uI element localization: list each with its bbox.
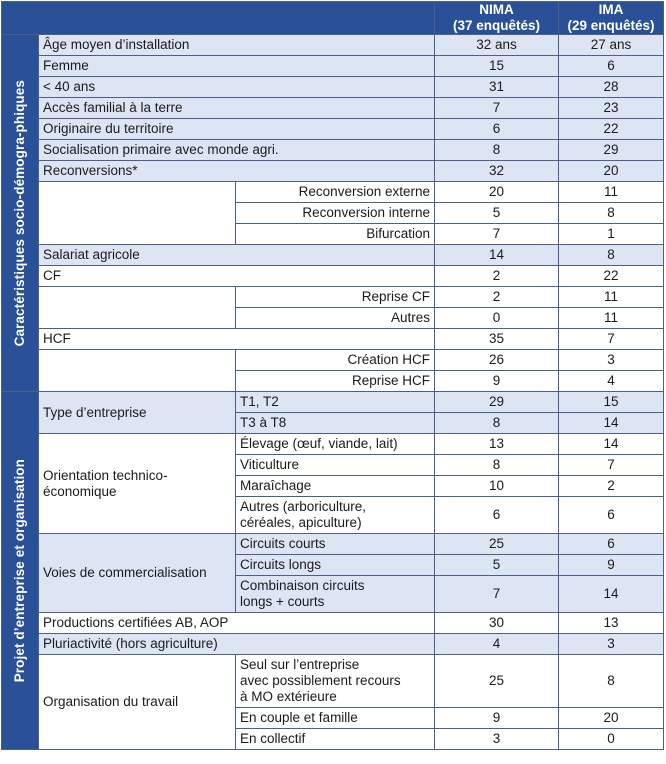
row-label: T3 à T8 [236, 413, 435, 434]
ima-value: 6 [559, 497, 664, 534]
row-label: Autres [236, 308, 435, 329]
ima-value: 8 [559, 245, 664, 266]
category-label-line: économique [43, 483, 117, 499]
row-label: Création HCF [236, 350, 435, 371]
header-ima-title: IMA [598, 2, 624, 17]
ima-value: 28 [559, 77, 664, 98]
nima-value: 8 [435, 455, 559, 476]
row-label: Pluriactivité (hors agriculture) [39, 634, 435, 655]
row-label: Reprise CF [236, 287, 435, 308]
ima-value: 7 [559, 329, 664, 350]
table-row [2, 266, 664, 287]
ima-value: 13 [559, 613, 664, 634]
table-row [2, 140, 664, 161]
row-label: Viticulture [236, 455, 435, 476]
category-label: Organisation du travail [39, 655, 236, 750]
row-label: En couple et famille [236, 708, 435, 729]
table-row [2, 287, 664, 308]
nima-value: 32 ans [435, 35, 559, 56]
nima-value: 29 [435, 392, 559, 413]
ima-value: 11 [559, 182, 664, 203]
nima-value: 20 [435, 182, 559, 203]
ima-value: 8 [559, 655, 664, 708]
table-row [2, 119, 664, 140]
table-row [2, 329, 664, 350]
ima-value: 1 [559, 224, 664, 245]
nima-value: 25 [435, 655, 559, 708]
table-row [2, 534, 664, 555]
nima-value: 13 [435, 434, 559, 455]
nima-value: 26 [435, 350, 559, 371]
ima-value: 20 [559, 708, 664, 729]
nima-value: 8 [435, 140, 559, 161]
nima-value: 3 [435, 729, 559, 750]
ima-value: 3 [559, 350, 664, 371]
nima-value: 4 [435, 634, 559, 655]
header-corner [2, 2, 435, 35]
nima-value: 5 [435, 555, 559, 576]
table-row [2, 634, 664, 655]
indent-spacer [39, 350, 236, 392]
nima-value: 35 [435, 329, 559, 350]
table-row [2, 245, 664, 266]
nima-value: 9 [435, 371, 559, 392]
nima-value: 6 [435, 497, 559, 534]
ima-value: 11 [559, 287, 664, 308]
row-label: T1, T2 [236, 392, 435, 413]
nima-value: 2 [435, 266, 559, 287]
nima-value: 8 [435, 413, 559, 434]
ima-value: 14 [559, 413, 664, 434]
nima-value: 15 [435, 56, 559, 77]
table-row [2, 182, 664, 203]
data-table [1, 1, 664, 750]
ima-value: 2 [559, 476, 664, 497]
row-label: Bifurcation [236, 224, 435, 245]
ima-value: 11 [559, 308, 664, 329]
nima-value: 10 [435, 476, 559, 497]
category-label: Type d’entreprise [39, 392, 236, 434]
table-row [2, 35, 664, 56]
nima-value: 7 [435, 576, 559, 613]
category-label-line: Orientation technico- [43, 467, 168, 483]
ima-value: 15 [559, 392, 664, 413]
row-label: Originaire du territoire [39, 119, 435, 140]
row-label: < 40 ans [39, 77, 435, 98]
ima-value: 14 [559, 434, 664, 455]
ima-value: 3 [559, 634, 664, 655]
ima-value: 6 [559, 534, 664, 555]
nima-value: 25 [435, 534, 559, 555]
ima-value: 7 [559, 455, 664, 476]
header-ima-count: (29 enquêtés) [567, 18, 655, 33]
indent-spacer [39, 182, 236, 245]
nima-value: 7 [435, 224, 559, 245]
ima-value: 23 [559, 98, 664, 119]
indent-spacer [39, 287, 236, 329]
category-label [39, 434, 236, 534]
ima-value: 27 ans [559, 35, 664, 56]
nima-value: 5 [435, 203, 559, 224]
row-label: Seul sur l’entreprise avec possiblement recours à MO extérieure [236, 655, 435, 708]
row-label: Maraîchage [236, 476, 435, 497]
row-label: Circuits courts [236, 534, 435, 555]
row-label: Âge moyen d’installation [39, 35, 435, 56]
section-label-projet: Projet d’entreprise et organisation [2, 392, 39, 750]
table-row [2, 56, 664, 77]
row-label: HCF [39, 329, 435, 350]
row-label: Femme [39, 56, 435, 77]
ima-value: 14 [559, 576, 664, 613]
nima-value: 2 [435, 287, 559, 308]
nima-value: 6 [435, 119, 559, 140]
ima-value: 29 [559, 140, 664, 161]
row-label: Circuits longs [236, 555, 435, 576]
ima-value: 22 [559, 119, 664, 140]
row-label: Productions certifiées AB, AOP [39, 613, 435, 634]
header-nima-title: NIMA [479, 2, 514, 17]
table-row [2, 655, 664, 708]
ima-value: 20 [559, 161, 664, 182]
row-label: Reconversion externe [236, 182, 435, 203]
row-label: Reprise HCF [236, 371, 435, 392]
row-label: Reconversion interne [236, 203, 435, 224]
ima-value: 8 [559, 203, 664, 224]
ima-value: 22 [559, 266, 664, 287]
nima-value: 14 [435, 245, 559, 266]
table-row [2, 434, 664, 455]
ima-value: 9 [559, 555, 664, 576]
section-label-socio: Caractéristiques socio-démogra-phiques [2, 35, 39, 392]
table-row [2, 350, 664, 371]
ima-value: 4 [559, 371, 664, 392]
row-label: Élevage (œuf, viande, lait) [236, 434, 435, 455]
header-ima [559, 2, 664, 35]
table-row [2, 613, 664, 634]
header-nima-count: (37 enquêtés) [452, 18, 541, 33]
row-label: Socialisation primaire avec monde agri. [39, 140, 435, 161]
header-nima [435, 2, 559, 35]
table-row [2, 161, 664, 182]
category-label: Voies de commercialisation [39, 534, 236, 613]
table-row [2, 77, 664, 98]
row-label: Accès familial à la terre [39, 98, 435, 119]
table-row [2, 392, 664, 413]
nima-value: 30 [435, 613, 559, 634]
row-label: Autres (arboriculture, céréales, apiculture) [236, 497, 435, 534]
table-row [2, 98, 664, 119]
nima-value: 32 [435, 161, 559, 182]
nima-value: 31 [435, 77, 559, 98]
row-label: Combinaison circuits longs + courts [236, 576, 435, 613]
nima-value: 0 [435, 308, 559, 329]
row-label: Reconversions* [39, 161, 435, 182]
row-label: CF [39, 266, 435, 287]
nima-value: 7 [435, 98, 559, 119]
ima-value: 0 [559, 729, 664, 750]
row-label: Salariat agricole [39, 245, 435, 266]
ima-value: 6 [559, 56, 664, 77]
row-label: En collectif [236, 729, 435, 750]
nima-value: 9 [435, 708, 559, 729]
